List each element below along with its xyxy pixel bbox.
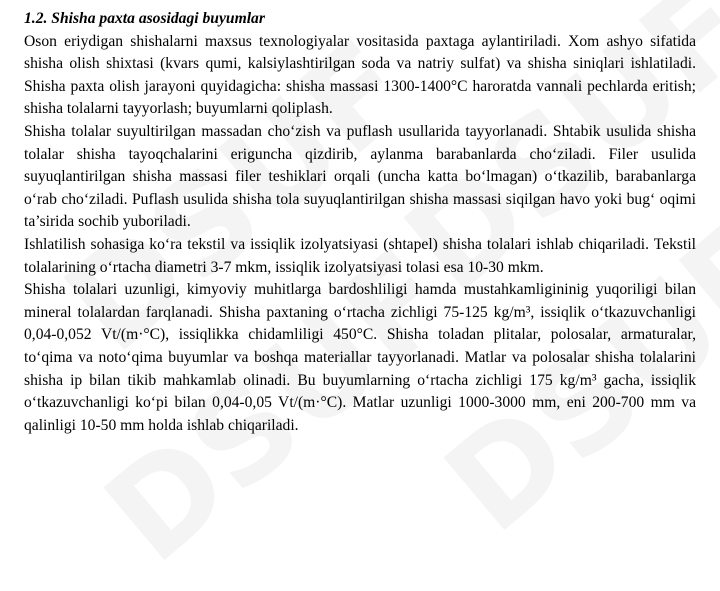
paragraph-3: Ishlatilish sohasiga ko‘ra tekstil va issiqlik izolyatsiyasi (shtapel) shisha tolalari ishlab chiqariladi. Tekstil tolalarining o‘rtacha diametri 3-7 mkm, issiqlik izolyatsiyasi tolasi esa 10-30 mkm. bbox=[24, 235, 696, 276]
paragraph-1: Oson eriydigan shishalarni maxsus texnologiyalar vositasida paxtaga aylantiriladi. Xom ashyo sifatida shisha olish shixtasi (kvars qumi, kalsiylashtirilgan soda va natriy sulfat) va shisha siniqlari ishlatiladi. Shisha paxta olish jarayoni quyidagicha: shisha massasi 1300-1400°C haroratda vannali pechlarda eritish; shisha tolalarni tayyorlash; buyumlarni qoliplash. bbox=[24, 32, 696, 118]
section-heading: 1.2. Shisha paxta asosidagi buyumlar bbox=[24, 10, 265, 27]
document-page bbox=[24, 8, 696, 437]
paragraph-4: Shisha tolalari uzunligi, kimyoviy muhitlarga bardoshliligi hamda mustahkamligininig yuqoriligi bilan mineral tolalardan farqlanadi. Shisha paxtaning o‘rtacha zichligi 75-125 kg/m³, issiqlik o‘tkazuvchanligi 0,04-0,052 Vt/(m·°C), issiqlikka chidamliligi 450°C. Shisha toladan plitalar, polosalar, armaturalar, to‘qima va noto‘qima buyumlar va boshqa materiallar tayyorlanadi. Matlar va polosalar shisha tolalarini shisha ip bilan tikib mahkamlab olinadi. Bu buyumlarning o‘rtacha zichligi 175 kg/m³ gacha, issiqlik o‘tkazuvchanligi ko‘pi bilan 0,04-0,05 Vt/(m·°C). Matlar uzunligi 1000-3000 mm, eni 200-700 mm va qalinligi 10-50 mm holda ishlab chiqariladi. bbox=[24, 281, 696, 434]
paragraph-2: Shisha tolalar suyultirilgan massadan cho‘zish va puflash usullarida tayyorlanadi. Shtabik usulida shisha tolalar shisha tayoqchalarini eriguncha qizdirib, aylanma barabanlarda cho‘ziladi. Filer usulida suyuqlantirilgan shisha massasi filer teshiklari orqali (uncha katta bo‘lmagan) o‘tkazilib, barabanlarga o‘rab cho‘ziladi. Puflash usulida shisha tola suyuqlantirilgan shisha massasi siqilgan havo yoki bug‘ oqimi ta’sirida sochib yuboriladi. bbox=[24, 122, 696, 231]
